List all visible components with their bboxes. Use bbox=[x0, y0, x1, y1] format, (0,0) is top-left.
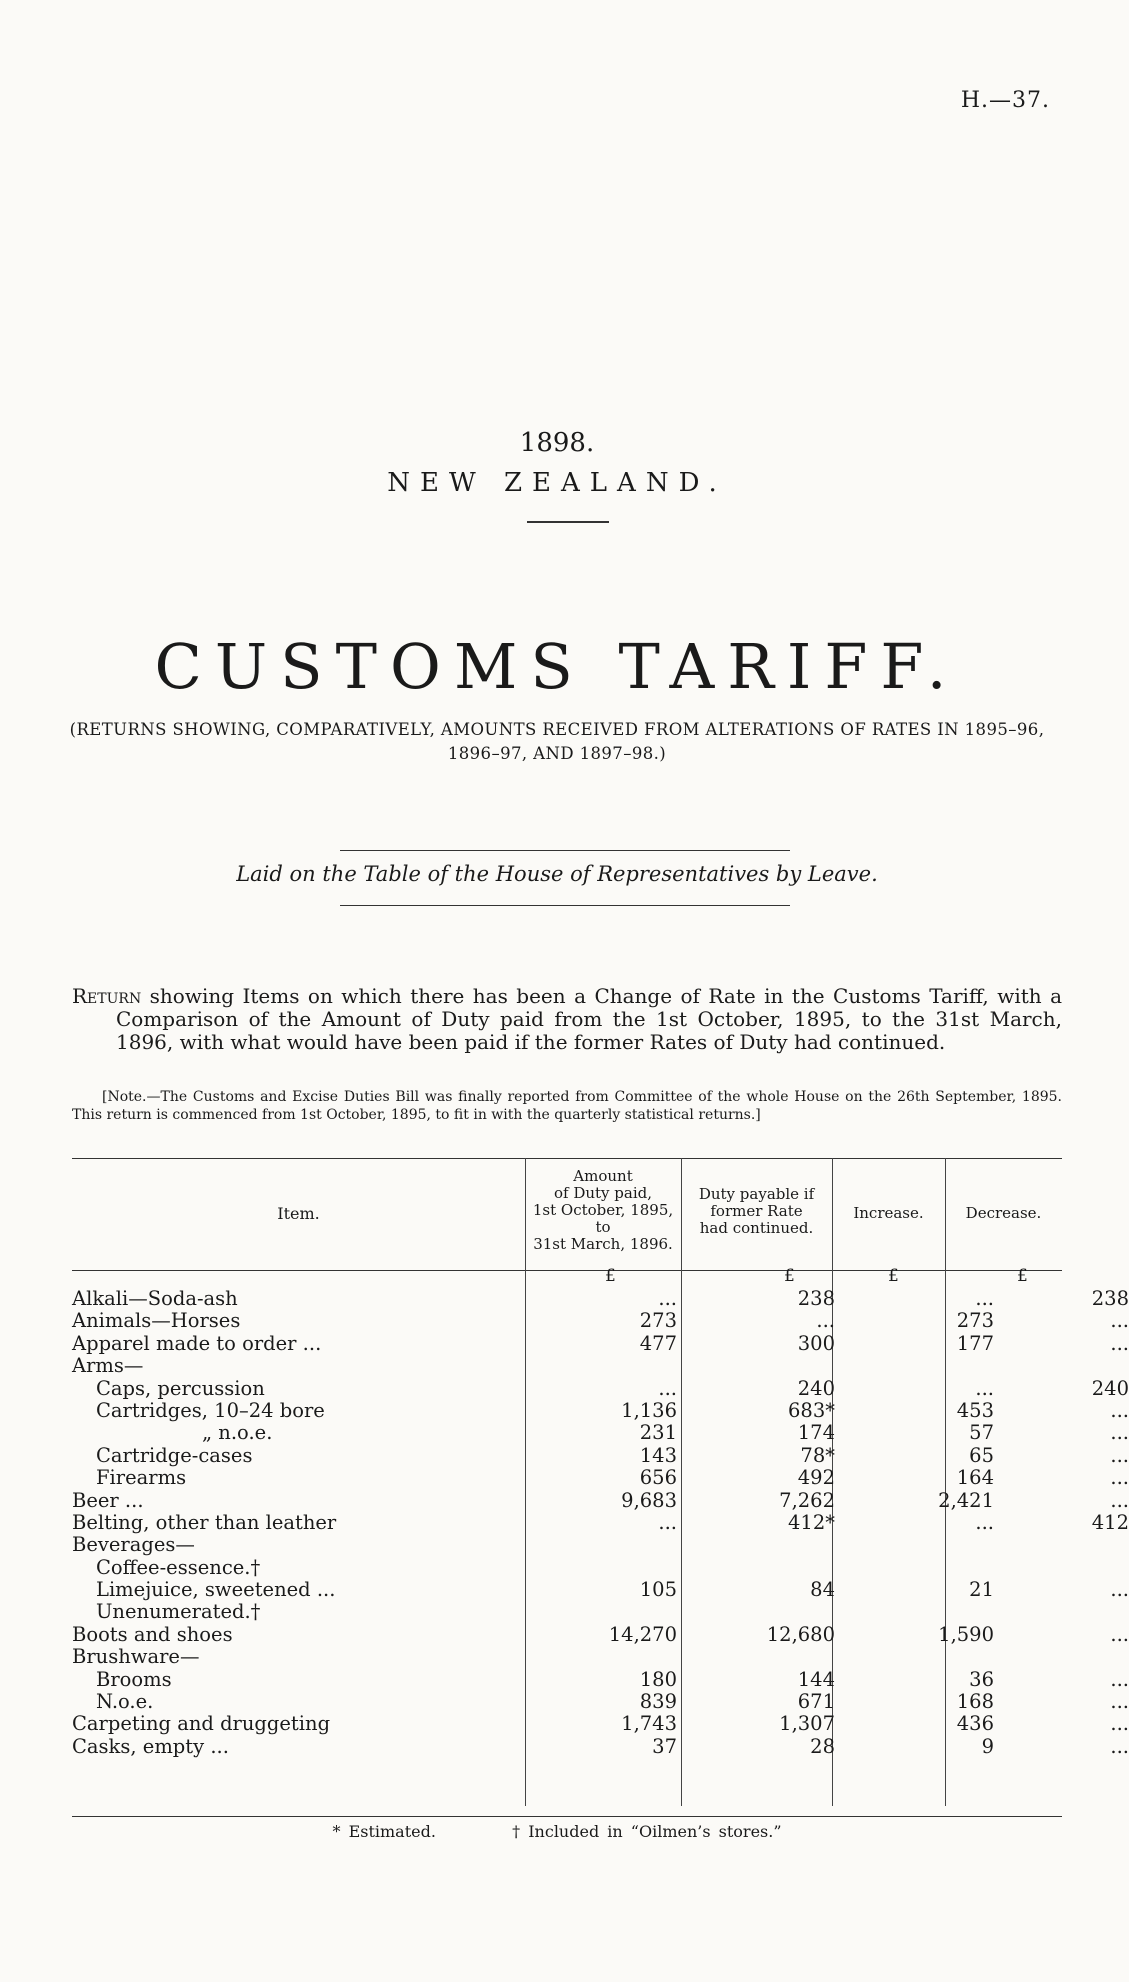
row-duty-payable: 300 bbox=[797, 1331, 835, 1355]
row-duty-payable: ... bbox=[816, 1309, 835, 1333]
table-head-rule bbox=[72, 1270, 1062, 1271]
footnotes bbox=[0, 1822, 1114, 1841]
table-row bbox=[72, 1421, 1129, 1445]
row-duty-paid: 180 bbox=[639, 1667, 677, 1691]
row-duty-paid: 231 bbox=[639, 1421, 677, 1445]
row-increase: 9 bbox=[981, 1734, 994, 1758]
row-item-name: Casks, empty ... bbox=[72, 1734, 229, 1758]
table-row bbox=[72, 1376, 1129, 1400]
row-item-name: N.o.e. bbox=[96, 1690, 154, 1714]
header-duty-paid-line-2: of Duty paid, bbox=[553, 1184, 653, 1202]
table-row bbox=[72, 1510, 1129, 1534]
row-increase: ... bbox=[975, 1376, 994, 1400]
table-row bbox=[72, 1443, 1129, 1467]
row-decrease: ... bbox=[1110, 1443, 1129, 1467]
row-decrease: ... bbox=[1110, 1667, 1129, 1691]
row-duty-payable: 78* bbox=[800, 1443, 835, 1467]
header-duty-payable bbox=[681, 1186, 832, 1237]
row-duty-paid: 105 bbox=[639, 1578, 677, 1602]
row-increase: ... bbox=[975, 1287, 994, 1310]
row-item-name: Cartridges, 10–24 bore bbox=[96, 1398, 325, 1422]
row-duty-paid: 37 bbox=[652, 1734, 677, 1758]
row-duty-payable: 12,680 bbox=[766, 1622, 835, 1646]
row-duty-payable: 1,307 bbox=[779, 1712, 835, 1736]
row-duty-paid: 14,270 bbox=[608, 1622, 677, 1646]
row-duty-paid: 143 bbox=[639, 1443, 677, 1467]
row-increase: 21 bbox=[969, 1578, 994, 1602]
return-lead: Return bbox=[72, 984, 142, 1008]
row-increase: 177 bbox=[956, 1331, 994, 1355]
table-row bbox=[72, 1309, 1129, 1333]
footnote-estimated: * Estimated. bbox=[332, 1822, 436, 1841]
row-increase: 65 bbox=[969, 1443, 994, 1467]
table-top-rule bbox=[72, 1158, 1062, 1159]
row-increase: 168 bbox=[956, 1690, 994, 1714]
row-item-name: „ n.o.e. bbox=[202, 1421, 273, 1445]
table-row bbox=[72, 1622, 1129, 1646]
header-duty-paid bbox=[525, 1168, 681, 1253]
row-item-name: Boots and shoes bbox=[72, 1622, 233, 1646]
row-duty-payable: 240 bbox=[797, 1376, 835, 1400]
header-duty-paid-line-4: to bbox=[595, 1218, 611, 1236]
row-increase: 2,421 bbox=[938, 1488, 994, 1512]
row-duty-paid: ... bbox=[658, 1287, 677, 1310]
header-duty-paid-line-1: Amount bbox=[573, 1167, 633, 1185]
page-subtitle: (RETURNS SHOWING, COMPARATIVELY, AMOUNTS RECEIVED FROM ALTERATIONS OF RATES IN 1895–96, 1896–97, AND 1897–98.) bbox=[69, 720, 1045, 763]
table-row bbox=[72, 1488, 1129, 1512]
laid-rule-top bbox=[340, 850, 790, 851]
row-duty-payable: 28 bbox=[810, 1734, 835, 1758]
header-duty-payable-line-1: Duty payable if bbox=[698, 1185, 815, 1203]
row-increase: ... bbox=[975, 1510, 994, 1534]
row-item-name: Coffee-essence.† bbox=[96, 1555, 261, 1579]
row-item-name: Carpeting and druggeting bbox=[72, 1712, 331, 1736]
row-duty-paid: 1,136 bbox=[621, 1398, 677, 1422]
row-duty-payable: 671 bbox=[797, 1690, 835, 1714]
unit-paid: £ bbox=[605, 1266, 616, 1286]
unit-decrease: £ bbox=[1017, 1266, 1028, 1286]
row-decrease: ... bbox=[1110, 1331, 1129, 1355]
header-item: Item. bbox=[277, 1204, 320, 1223]
row-decrease: 238 bbox=[1091, 1287, 1129, 1310]
row-item-name: Caps, percussion bbox=[96, 1376, 265, 1400]
row-duty-paid: 477 bbox=[639, 1331, 677, 1355]
row-decrease: 240 bbox=[1091, 1376, 1129, 1400]
header-increase: Increase. bbox=[853, 1204, 924, 1222]
row-increase: 164 bbox=[956, 1466, 994, 1490]
header-decrease: Decrease. bbox=[965, 1204, 1042, 1222]
row-duty-paid: 1,743 bbox=[621, 1712, 677, 1736]
table-bottom-rule bbox=[72, 1816, 1062, 1817]
row-decrease: ... bbox=[1110, 1466, 1129, 1490]
table-row bbox=[72, 1331, 1129, 1355]
return-body: showing Items on which there has been a Change of Rate in the Customs Tariff, with a Comparison of the Amount of Duty paid from the 1st October, 1895, to the 31st March, 1896, with what would have been paid if the former Rates of Duty had continued. bbox=[116, 984, 1062, 1054]
row-increase: 436 bbox=[956, 1712, 994, 1736]
row-decrease: 412 bbox=[1091, 1510, 1129, 1534]
row-decrease: ... bbox=[1110, 1690, 1129, 1714]
row-duty-payable: 238 bbox=[797, 1287, 835, 1310]
row-duty-payable: 7,262 bbox=[779, 1488, 835, 1512]
note-text: [Note.—The Customs and Excise Duties Bill was finally reported from Committee of the whole House on the 26th September, 1895. This return is commenced from 1st October, 1895, to fit in with the quarterly statistical returns.] bbox=[72, 1089, 1062, 1123]
row-item-name: Unenumerated.† bbox=[96, 1600, 261, 1624]
row-item-name: Arms— bbox=[72, 1354, 144, 1378]
row-item-name: Cartridge-cases bbox=[96, 1443, 253, 1467]
row-duty-paid: 656 bbox=[639, 1466, 677, 1490]
page-title: CUSTOMS TARIFF. bbox=[154, 630, 960, 703]
row-item-name: Brooms bbox=[96, 1667, 172, 1691]
row-duty-paid: ... bbox=[658, 1510, 677, 1534]
row-increase: 36 bbox=[969, 1667, 994, 1691]
row-decrease: ... bbox=[1110, 1488, 1129, 1512]
table-row bbox=[72, 1712, 1129, 1736]
table-row bbox=[72, 1690, 1129, 1714]
document-year: 1898. bbox=[519, 428, 595, 458]
row-decrease: ... bbox=[1110, 1309, 1129, 1333]
laid-statement: Laid on the Table of the House of Representatives by Leave. bbox=[236, 862, 878, 886]
row-decrease: ... bbox=[1110, 1622, 1129, 1646]
country-heading: NEW ZEALAND. bbox=[387, 468, 727, 498]
row-item-name: Beverages— bbox=[72, 1533, 195, 1557]
row-decrease: ... bbox=[1110, 1398, 1129, 1422]
laid-rule-bottom bbox=[340, 905, 790, 906]
row-duty-payable: 144 bbox=[797, 1667, 835, 1691]
return-description bbox=[72, 985, 1062, 1054]
row-item-name: Firearms bbox=[96, 1466, 187, 1490]
footnote-included: † Included in “Oilmen’s stores.” bbox=[512, 1822, 782, 1841]
heading-rule bbox=[527, 521, 609, 523]
unit-increase: £ bbox=[888, 1266, 899, 1286]
row-duty-paid: 273 bbox=[639, 1309, 677, 1333]
table-row bbox=[72, 1601, 1062, 1623]
row-item-name: Brushware— bbox=[72, 1645, 200, 1669]
row-decrease: ... bbox=[1110, 1734, 1129, 1758]
table-row bbox=[72, 1667, 1129, 1691]
row-duty-paid: 839 bbox=[639, 1690, 677, 1714]
table-body bbox=[72, 1287, 1129, 1758]
row-decrease: ... bbox=[1110, 1421, 1129, 1445]
document-reference: H.—37. bbox=[960, 88, 1050, 113]
row-duty-payable: 492 bbox=[797, 1466, 835, 1490]
row-item-name: Limejuice, sweetened ... bbox=[96, 1578, 336, 1602]
table-row bbox=[72, 1287, 1129, 1310]
header-duty-payable-line-3: had continued. bbox=[699, 1219, 814, 1237]
table-row bbox=[72, 1646, 1062, 1668]
header-duty-payable-line-2: former Rate bbox=[710, 1202, 803, 1220]
row-item-name: Beer ... bbox=[72, 1488, 144, 1512]
table-row bbox=[72, 1398, 1129, 1422]
table-row bbox=[72, 1557, 1062, 1579]
row-increase: 273 bbox=[956, 1309, 994, 1333]
row-increase: 1,590 bbox=[938, 1622, 994, 1646]
row-duty-payable: 683* bbox=[788, 1398, 835, 1422]
row-duty-payable: 174 bbox=[797, 1421, 835, 1445]
table-row bbox=[72, 1355, 1062, 1377]
table-row bbox=[72, 1534, 1062, 1556]
row-item-name: Belting, other than leather bbox=[72, 1510, 337, 1534]
row-duty-payable: 84 bbox=[810, 1578, 835, 1602]
row-decrease: ... bbox=[1110, 1712, 1129, 1736]
row-increase: 453 bbox=[956, 1398, 994, 1422]
return-note bbox=[72, 1088, 1062, 1124]
row-increase: 57 bbox=[969, 1421, 994, 1445]
row-item-name: Alkali—Soda-ash bbox=[72, 1287, 238, 1310]
unit-payable: £ bbox=[784, 1266, 795, 1286]
row-duty-paid: 9,683 bbox=[621, 1488, 677, 1512]
table-row bbox=[72, 1466, 1129, 1490]
row-item-name: Animals—Horses bbox=[72, 1309, 241, 1333]
row-item-name: Apparel made to order ... bbox=[72, 1331, 322, 1355]
row-decrease: ... bbox=[1110, 1578, 1129, 1602]
table-row bbox=[72, 1578, 1129, 1602]
row-duty-payable: 412* bbox=[788, 1510, 835, 1534]
row-duty-paid: ... bbox=[658, 1376, 677, 1400]
header-duty-paid-line-5: 31st March, 1896. bbox=[533, 1235, 673, 1253]
header-duty-paid-line-3: 1st October, 1895, bbox=[532, 1201, 674, 1219]
table-row bbox=[72, 1734, 1129, 1758]
